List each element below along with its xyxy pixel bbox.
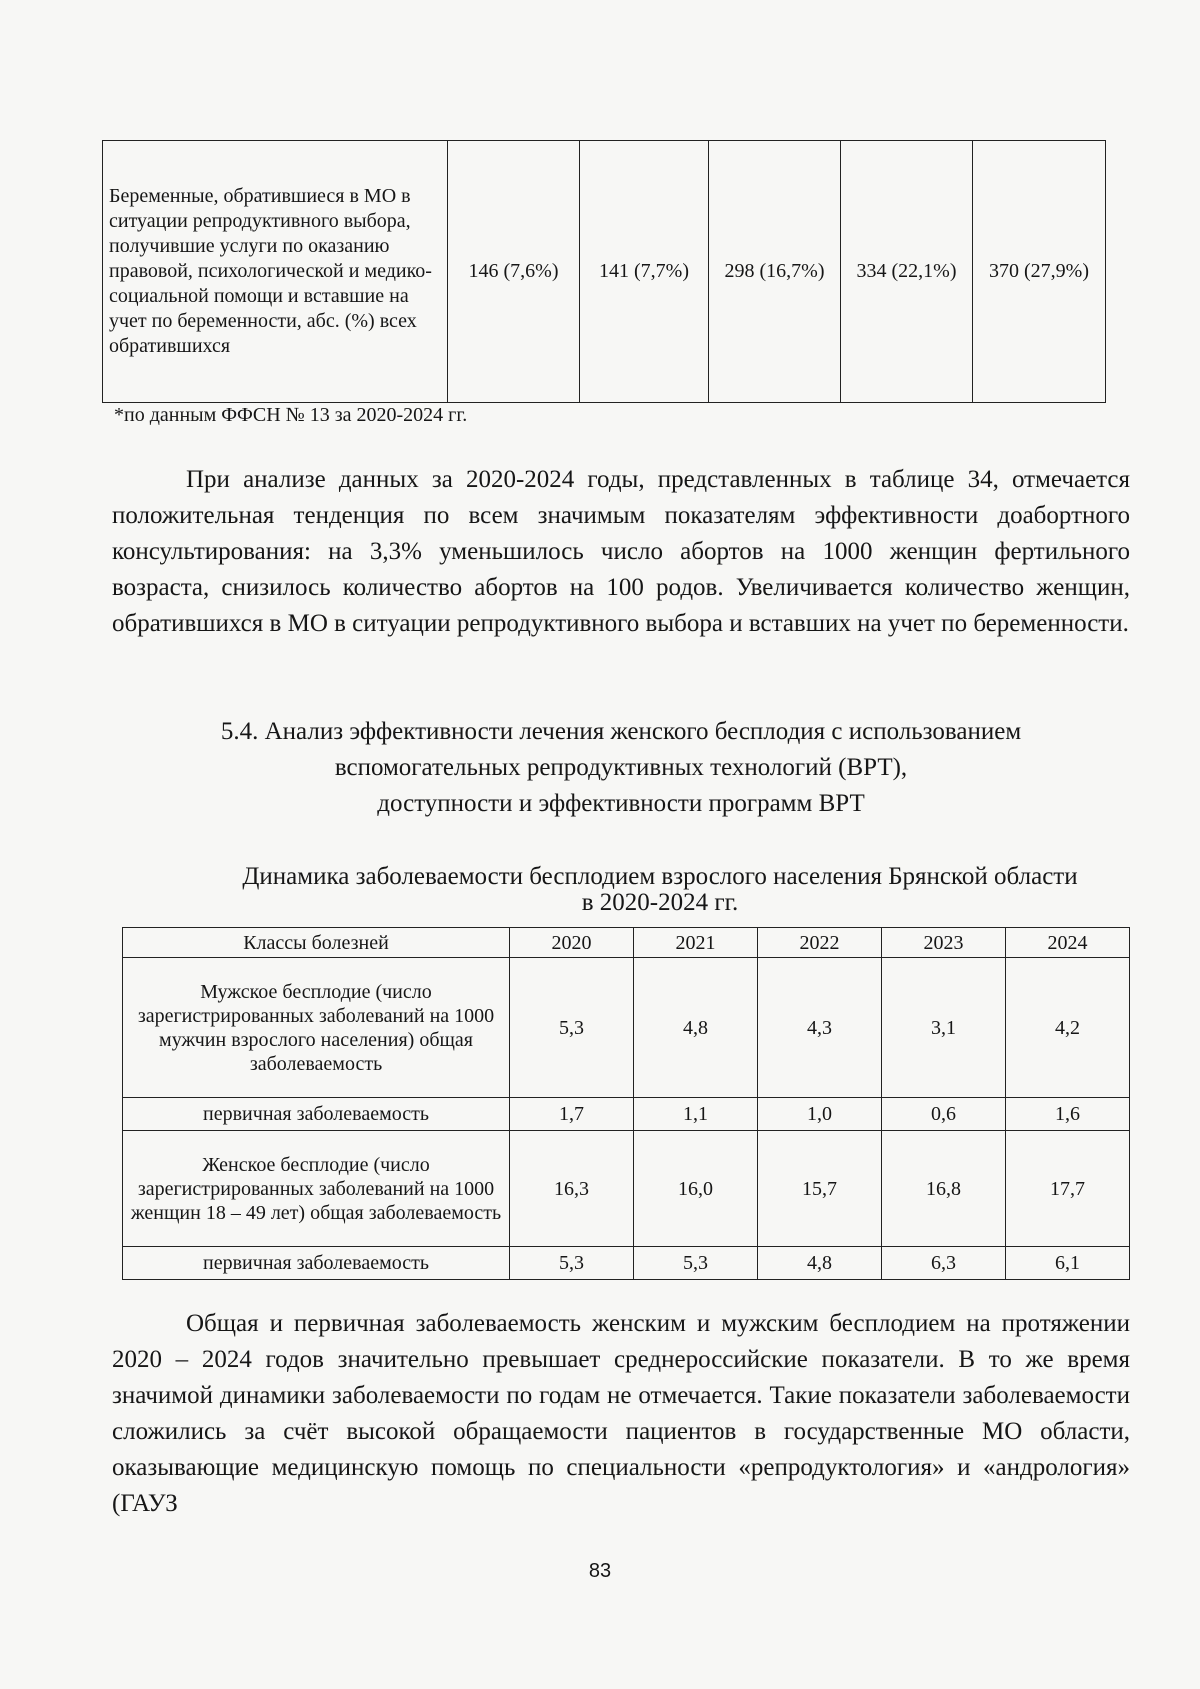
column-header: Классы болезней bbox=[123, 928, 510, 958]
section-heading-line: доступности и эффективности программ ВРТ bbox=[377, 790, 865, 817]
section-heading bbox=[112, 714, 1130, 822]
value-cell: 1,6 bbox=[1006, 1098, 1130, 1131]
value-cell: 1,7 bbox=[510, 1098, 634, 1131]
table-row bbox=[123, 1131, 1130, 1247]
table-header-row bbox=[123, 928, 1130, 958]
value-cell: 5,3 bbox=[510, 1247, 634, 1280]
value-cell: 298 (16,7%) bbox=[709, 141, 841, 403]
value-cell: 17,7 bbox=[1006, 1131, 1130, 1247]
value-cell: 370 (27,9%) bbox=[973, 141, 1106, 403]
value-cell: 15,7 bbox=[758, 1131, 882, 1247]
analysis-paragraph: При анализе данных за 2020-2024 годы, представленных в таблице 34, отмечается положительная тенденция по всем значимым показателям эффективности доабортного консультирования: на 3,3% уменьшилось число абортов на 1000 женщин фертильного возраста, снизилось количество абортов на 100 родов. Увеличивается количество женщин, обратившихся в МО в ситуации репродуктивного выбора и вставших на учет по беременности. bbox=[112, 466, 1130, 637]
table-row bbox=[123, 1247, 1130, 1280]
column-header: 2024 bbox=[1006, 928, 1130, 958]
column-header: 2023 bbox=[882, 928, 1006, 958]
row-label: первичная заболеваемость bbox=[123, 1098, 510, 1131]
table-caption-line: в 2020-2024 гг. bbox=[581, 889, 739, 916]
table-row bbox=[103, 141, 1106, 403]
value-cell: 5,3 bbox=[634, 1247, 758, 1280]
value-cell: 6,1 bbox=[1006, 1247, 1130, 1280]
value-cell: 3,1 bbox=[882, 958, 1006, 1098]
value-cell: 4,2 bbox=[1006, 958, 1130, 1098]
value-cell: 1,0 bbox=[758, 1098, 882, 1131]
value-cell: 5,3 bbox=[510, 958, 634, 1098]
row-label: Женское бесплодие (число зарегистрированных заболеваний на 1000 женщин 18 – 49 лет) общая заболеваемость bbox=[123, 1131, 510, 1247]
value-cell: 141 (7,7%) bbox=[580, 141, 709, 403]
value-cell: 6,3 bbox=[882, 1247, 1006, 1280]
value-cell: 4,8 bbox=[634, 958, 758, 1098]
table-row bbox=[123, 1098, 1130, 1131]
column-header: 2021 bbox=[634, 928, 758, 958]
table-caption-line: Динамика заболеваемости бесплодием взрослого населения Брянской области bbox=[242, 863, 1078, 890]
table-footnote: *по данным ФФСН № 13 за 2020-2024 гг. bbox=[114, 404, 468, 426]
value-cell: 0,6 bbox=[882, 1098, 1006, 1131]
column-header: 2022 bbox=[758, 928, 882, 958]
value-cell: 16,3 bbox=[510, 1131, 634, 1247]
value-cell: 16,8 bbox=[882, 1131, 1006, 1247]
table-row bbox=[123, 958, 1130, 1098]
value-cell: 4,8 bbox=[758, 1247, 882, 1280]
infertility-table bbox=[122, 927, 1130, 1280]
value-cell: 334 (22,1%) bbox=[841, 141, 973, 403]
row-label: первичная заболеваемость bbox=[123, 1247, 510, 1280]
row-label: Беременные, обратившиеся в МО в ситуации репродуктивного выбора, получившие услуги по оказанию правовой, психологической и медико-социальной помощи и вставшие на учет по беременности, абс. (%) всех обратившихся bbox=[103, 141, 448, 403]
value-cell: 1,1 bbox=[634, 1098, 758, 1131]
section-heading-line: вспомогательных репродуктивных технологий (ВРТ), bbox=[334, 754, 908, 781]
section-heading-line: 5.4. Анализ эффективности лечения женского бесплодия с использованием bbox=[220, 718, 1022, 745]
value-cell: 146 (7,6%) bbox=[448, 141, 580, 403]
pregnancy-continuation-table bbox=[102, 140, 1106, 403]
value-cell: 16,0 bbox=[634, 1131, 758, 1247]
conclusion-paragraph: Общая и первичная заболеваемость женским и мужским бесплодием на протяжении 2020 – 2024 годов значительно превышает среднероссийские показатели. В то же время значимой динамики заболеваемости по годам не отмечается. Такие показатели заболеваемости сложились за счёт высокой обращаемости пациентов в государственные МО области, оказывающие медицинскую помощь по специальности «репродуктология» и «андрология» (ГАУЗ bbox=[112, 1310, 1130, 1517]
table-caption bbox=[180, 864, 1140, 916]
column-header: 2020 bbox=[510, 928, 634, 958]
row-label: Мужское бесплодие (число зарегистрированных заболеваний на 1000 мужчин взрослого населения) общая заболеваемость bbox=[123, 958, 510, 1098]
value-cell: 4,3 bbox=[758, 958, 882, 1098]
page-number: 83 bbox=[588, 1560, 612, 1582]
